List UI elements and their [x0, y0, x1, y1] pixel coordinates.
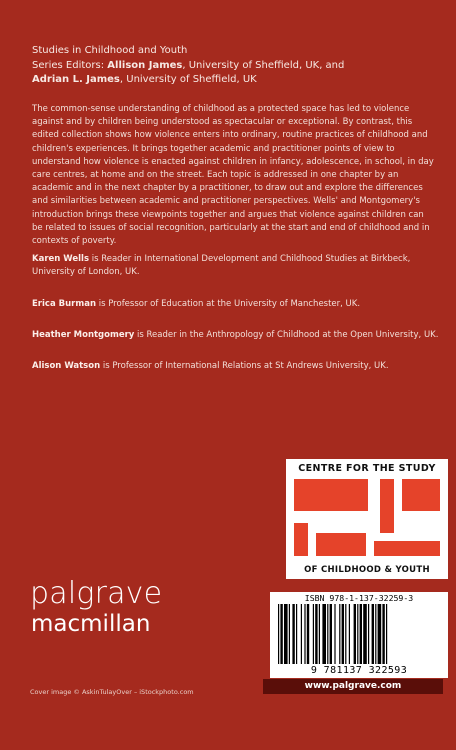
logo-block — [402, 479, 440, 511]
author-name: Karen Wells — [32, 254, 90, 264]
editor-name: Adrian L. James — [32, 74, 120, 85]
centre-logo — [286, 459, 448, 579]
barcode-bars — [278, 604, 440, 664]
cover-image-credit: Cover image © AskinTulayOver – iStockphoto.com — [30, 688, 194, 696]
publisher-website: www.palgrave.com — [263, 679, 443, 694]
centre-logo-title: CENTRE FOR THE STUDY — [298, 463, 436, 474]
series-editors-cont: Adrian L. James, University of Sheffield, UK — [32, 74, 257, 85]
author-name: Erica Burman — [32, 299, 97, 309]
logo-block — [380, 479, 394, 533]
author-name: Heather Montgomery — [32, 330, 135, 340]
publisher-name-line2: macmillan — [31, 611, 151, 637]
series-title: Studies in Childhood and Youth — [32, 45, 188, 56]
author-bio: Erica Burman is Professor of Education at the University of Manchester, UK. — [32, 299, 361, 309]
book-blurb: The common-sense understanding of childhood as a protected space has led to violence against and by children being understood as spectacular or exceptional. By contrast, this edited collection shows how violence enters into ordinary, routine practices of childhood and children's experiences. It brings together academic and practitioner points of view to understand how violence is enacted against children in infancy, adolescence, in school, in day care centres, at home and on the street. Each topic is addressed in one chapter by an academic and in the next chapter by a practitioner, to draw out and explore the differences and similarities between academic and practitioner perspectives. Wells' and Montgomery's introduction brings these viewpoints together and argues that violence against children can be related to issues of social recognition, particularly at the start and end of childhood and in contexts of poverty. — [32, 104, 434, 247]
author-bio: Alison Watson is Professor of International Relations at St Andrews University, UK. — [32, 361, 389, 371]
logo-block — [294, 523, 308, 556]
centre-logo-subtitle: OF CHILDHOOD & YOUTH — [304, 565, 430, 575]
author-name: Alison Watson — [32, 361, 101, 371]
logo-block — [316, 533, 366, 556]
publisher-logo — [30, 578, 162, 638]
logo-block — [374, 541, 440, 556]
isbn-barcode — [270, 592, 448, 678]
author-bio: Heather Montgomery is Reader in the Anthropology of Childhood at the Open University, UK. — [32, 330, 439, 340]
logo-block — [294, 479, 368, 511]
barcode-number: 9 781137 322593 — [310, 665, 408, 676]
publisher-name: palgrave — [30, 576, 163, 611]
series-info — [32, 44, 344, 88]
editor-name: Allison James — [107, 59, 183, 71]
series-editors: Series Editors: Allison James, University of Sheffield, UK, and — [32, 59, 345, 71]
isbn-label: ISBN 978-1-137-32259-3 — [304, 593, 414, 603]
author-bio: Karen Wells is Reader in International Development and Childhood Studies at Birkbeck, University of London, UK. — [32, 254, 411, 278]
